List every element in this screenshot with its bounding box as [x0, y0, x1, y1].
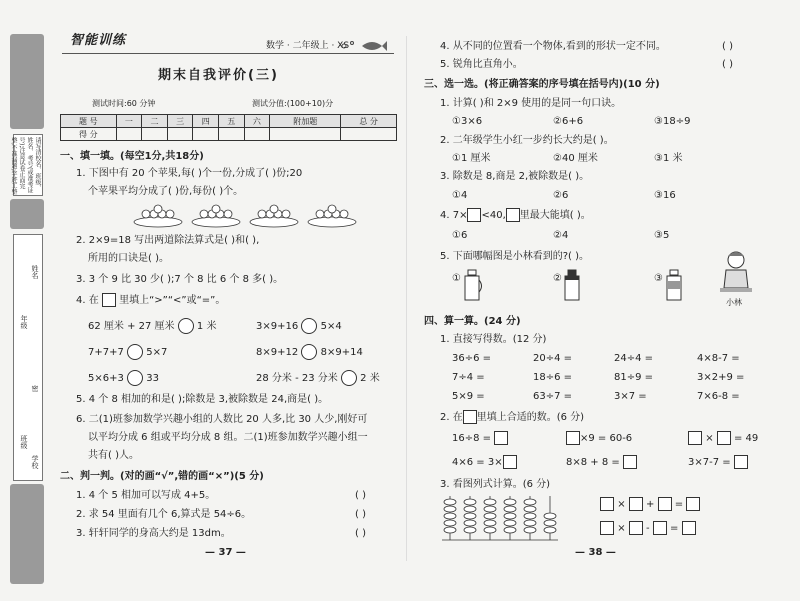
- equation-row: [600, 497, 700, 511]
- answer-box[interactable]: [717, 431, 731, 445]
- apple-plate: [134, 205, 182, 227]
- score-header-cell: 二: [142, 115, 168, 128]
- answer-box[interactable]: [503, 455, 517, 469]
- choice-question: 3. 除数是 8,商是 2,被除数是( )。: [440, 171, 590, 182]
- page-number-right: — 38 —: [575, 547, 616, 558]
- judge-item: 5. 锐角比直角小。: [440, 59, 523, 70]
- q2-line1: 2. 2×9=18 写出两道除法算式是( )和( ),: [76, 235, 260, 246]
- c4-text: 里最大能填( )。: [519, 210, 591, 221]
- c4-text: 4. 7×: [440, 210, 468, 221]
- answer-box[interactable]: [600, 521, 614, 535]
- compare-left: 62 厘米 + 27 厘米: [88, 321, 175, 332]
- calc-item: 20÷4 =: [533, 353, 573, 364]
- calc-item: 63÷7 =: [533, 391, 573, 402]
- abacus-beads-image: [440, 494, 570, 544]
- bottle-view-3-icon: [664, 268, 684, 302]
- score-cell[interactable]: [341, 128, 397, 141]
- q6-line2: 以平均分成 6 组或平均分成 8 组。二(1)班参加数学兴趣小组一: [88, 432, 368, 443]
- answer-box[interactable]: [629, 521, 643, 535]
- choice-question: 2. 二年级学生小红一步约长大约是( )。: [440, 135, 614, 146]
- answer-paren[interactable]: ( ): [722, 41, 733, 52]
- section-1-title: 一、填一填。(每空1分,共18分): [60, 151, 204, 162]
- fill-post: = 49: [733, 433, 759, 444]
- side-class-label: 班级: [20, 435, 28, 449]
- fill-item: [452, 455, 517, 469]
- strip-block-top: [10, 34, 44, 129]
- answer-paren[interactable]: ( ): [355, 528, 366, 539]
- compare-left: 8×9+12: [256, 347, 299, 358]
- notes-box: [10, 134, 43, 196]
- fill-item: [452, 431, 508, 445]
- calc-item: 3×2+9 =: [697, 372, 745, 383]
- compare-item: [256, 370, 380, 386]
- compare-right: 5×7: [146, 347, 168, 358]
- compare-right: 8×9+14: [320, 347, 363, 358]
- section-2-title: 二、判一判。(对的画“√”,错的画“×”)(5 分): [60, 471, 264, 482]
- compare-item: [88, 370, 159, 386]
- side-grade-label: 年级: [20, 315, 28, 329]
- choice-option[interactable]: ②40 厘米: [553, 153, 598, 164]
- header-rule: [62, 53, 394, 54]
- fill-pre: 4×6 = 3×: [452, 457, 503, 468]
- choice-option[interactable]: ③1 米: [654, 153, 683, 164]
- calc-item: 7×6-8 =: [697, 391, 740, 402]
- score-header-cell: 一: [116, 115, 142, 128]
- choice-option[interactable]: ①6: [452, 230, 468, 241]
- calc-item: 36÷6 =: [452, 353, 492, 364]
- score-table: [60, 114, 397, 141]
- score-cell[interactable]: [142, 128, 168, 141]
- compare-circle[interactable]: [178, 318, 194, 334]
- choice-option[interactable]: ②6: [553, 190, 569, 201]
- calc-item: 7÷4 =: [452, 372, 485, 383]
- brand-title: 智能训练: [70, 33, 127, 48]
- strip-block-bottom: [10, 484, 44, 584]
- operator: +: [645, 499, 655, 510]
- answer-box[interactable]: [506, 208, 520, 222]
- child-label: 小林: [726, 298, 742, 307]
- fill-item: [688, 455, 748, 469]
- exam-title: 期末自我评价(三): [158, 68, 279, 83]
- operator: ×: [617, 523, 626, 534]
- calc-item: 4×8-7 =: [697, 353, 740, 364]
- choice-option[interactable]: ①3×6: [452, 116, 483, 127]
- compare-right: 5×4: [320, 321, 342, 332]
- answer-paren[interactable]: ( ): [355, 490, 366, 501]
- compare-right: 1 米: [196, 321, 217, 332]
- choice-option[interactable]: ①: [452, 273, 461, 284]
- judge-item: 4. 从不同的位置看一个物体,看到的形状一定不同。: [440, 41, 666, 52]
- fill-instruction-post: 里填上合适的数。(6 分): [476, 412, 585, 423]
- q5: 5. 4 个 8 相加的和是( );除数是 3,被除数是 24,商是( )。: [76, 394, 329, 405]
- exam-time: 测试时间:60 分钟: [92, 99, 156, 108]
- q4: [76, 293, 225, 307]
- page-number-left: — 37 —: [205, 547, 246, 558]
- bottle-view-2-icon: [562, 268, 582, 302]
- operator: =: [669, 523, 679, 534]
- calc-item: 81÷9 =: [614, 372, 654, 383]
- picture-calc-instruction: 3. 看图列式计算。(6 分): [440, 479, 551, 490]
- score-cell[interactable]: [167, 128, 193, 141]
- answer-box[interactable]: [494, 431, 508, 445]
- score-cell[interactable]: [193, 128, 219, 141]
- calc-item: 5×9 =: [452, 391, 485, 402]
- compare-circle[interactable]: [341, 370, 357, 386]
- answer-paren[interactable]: ( ): [355, 509, 366, 520]
- compare-left: 28 分米 - 23 分米: [256, 373, 338, 384]
- compare-item: [256, 344, 363, 360]
- exam-score: 测试分值:(100+10)分: [252, 99, 334, 108]
- child-xiaolin-image: [716, 248, 756, 296]
- answer-box[interactable]: [600, 497, 614, 511]
- score-header-cell: 五: [218, 115, 244, 128]
- compare-circle[interactable]: [301, 318, 317, 334]
- q1-line1: 1. 下图中有 20 个苹果,每( )个一份,分成了( )份;20: [76, 168, 303, 179]
- score-header-cell: 题 号: [61, 115, 117, 128]
- operator: -: [645, 523, 650, 534]
- score-header-cell: 总 分: [341, 115, 397, 128]
- choice-option[interactable]: ①4: [452, 190, 468, 201]
- fill-instruction-pre: 2. 在: [440, 412, 463, 423]
- fill-pre: 3×7-7 =: [688, 457, 731, 468]
- calc-item: 3×7 =: [614, 391, 647, 402]
- compare-circle[interactable]: [127, 344, 143, 360]
- q2-line2: 所用的口诀是( )。: [88, 253, 169, 264]
- compare-right: 33: [146, 373, 159, 384]
- score-table-row: [61, 128, 397, 141]
- q4-prefix: 4. 在: [76, 295, 99, 306]
- subject-label: 数学 · 二年级上 · XS: [266, 41, 350, 51]
- fill-item: [688, 431, 758, 445]
- choice-option[interactable]: ②: [553, 273, 562, 284]
- answer-box[interactable]: [623, 455, 637, 469]
- operator: =: [674, 499, 684, 510]
- choice-option[interactable]: ②4: [553, 230, 569, 241]
- score-header-cell: 四: [193, 115, 219, 128]
- c4-text: <40,: [481, 210, 506, 221]
- fill-item: [566, 431, 632, 445]
- answer-box[interactable]: [658, 497, 672, 511]
- answer-box[interactable]: [467, 208, 481, 222]
- q1-line2: 个苹果平均分成了( )份,每份( )个。: [88, 186, 244, 197]
- answer-paren[interactable]: ( ): [722, 59, 733, 70]
- judge-item: 2. 求 54 里面有几个 6,算式是 54÷6。: [76, 509, 252, 520]
- score-row-label: 得 分: [61, 128, 117, 141]
- choice-question: [440, 208, 591, 222]
- compare-left: 7+7+7: [88, 347, 124, 358]
- choice-question: 5. 下面哪幅图是小林看到的?( )。: [440, 251, 590, 262]
- compare-right: 2 米: [360, 373, 380, 384]
- fill-pre: 16÷8 =: [452, 433, 492, 444]
- answer-box[interactable]: [653, 521, 667, 535]
- compare-circle[interactable]: [127, 370, 143, 386]
- compare-item: [256, 318, 342, 334]
- score-cell[interactable]: [270, 128, 341, 141]
- compare-left: 5×6+3: [88, 373, 124, 384]
- score-header-cell: 附加题: [270, 115, 341, 128]
- choice-option[interactable]: ③18÷9: [654, 116, 691, 127]
- section-4-title: 四、算一算。(24 分): [424, 316, 521, 327]
- choice-option[interactable]: ①1 厘米: [452, 153, 491, 164]
- student-info-box: [13, 234, 43, 481]
- binding-strip: [10, 34, 44, 584]
- apple-plates-image: [130, 200, 390, 230]
- equation-row: [600, 521, 696, 535]
- side-seal-label: 密: [31, 385, 39, 392]
- answer-box[interactable]: [734, 455, 748, 469]
- compare-left: 3×9+16: [256, 321, 299, 332]
- compare-item: [88, 344, 167, 360]
- answer-box[interactable]: [629, 497, 643, 511]
- score-cell[interactable]: [116, 128, 142, 141]
- score-cell[interactable]: [218, 128, 244, 141]
- choice-question: 1. 计算( )和 2×9 使用的是同一句口诀。: [440, 98, 622, 109]
- section-3-title: 三、选一选。(将正确答案的序号填在括号内)(10 分): [424, 79, 660, 90]
- answer-box[interactable]: [463, 410, 477, 424]
- q3: 3. 3 个 9 比 30 少( );7 个 8 比 6 个 8 多( )。: [76, 274, 284, 285]
- answer-box[interactable]: [688, 431, 702, 445]
- fill-instruction: [440, 410, 584, 424]
- answer-box[interactable]: [682, 521, 696, 535]
- choice-option[interactable]: ②6+6: [553, 116, 584, 127]
- score-header-cell: 六: [244, 115, 270, 128]
- answer-box[interactable]: [102, 293, 116, 307]
- fill-pre: 8×8 + 8 =: [566, 457, 620, 468]
- score-table-header-row: [61, 115, 397, 128]
- calc-item: 18÷6 =: [533, 372, 573, 383]
- compare-item: [88, 318, 216, 334]
- strip-block-mid: [10, 199, 44, 229]
- q6-line1: 6. 二(1)班参加数学兴趣小组的人数比 20 人多,比 30 人少,刚好可: [76, 414, 368, 425]
- fish-icon: [338, 38, 388, 54]
- calc-item: 24÷4 =: [614, 353, 654, 364]
- q4-suffix: 里填上“>”“<”或“=”。: [119, 295, 226, 306]
- judge-item: 1. 4 个 5 相加可以写成 4+5。: [76, 490, 216, 501]
- operator: ×: [617, 499, 626, 510]
- calc-instruction: 1. 直接写得数。(12 分): [440, 334, 547, 345]
- side-name-label: 姓名: [31, 265, 39, 279]
- answer-box[interactable]: [566, 431, 580, 445]
- page-divider: [406, 36, 407, 561]
- side-school-label: 学校: [31, 455, 39, 469]
- choice-option[interactable]: ③5: [654, 230, 670, 241]
- score-cell[interactable]: [244, 128, 270, 141]
- choice-option[interactable]: ③16: [654, 190, 676, 201]
- choice-option[interactable]: ③: [654, 273, 663, 284]
- side-notes: 请写清校名、班级、姓名、考号(或准考证号);注意试卷正面完整,不准漏题;字迹工整: [10, 137, 41, 195]
- answer-box[interactable]: [686, 497, 700, 511]
- fill-post: ×9 = 60-6: [580, 433, 633, 444]
- compare-circle[interactable]: [301, 344, 317, 360]
- fill-item: [566, 455, 637, 469]
- judge-item: 3. 轩轩同学的身高大约是 13dm。: [76, 528, 231, 539]
- q6-line3: 共有( )人。: [88, 450, 139, 461]
- fill-mid: ×: [705, 433, 714, 444]
- score-header-cell: 三: [167, 115, 193, 128]
- bottle-view-1-icon: [462, 268, 482, 302]
